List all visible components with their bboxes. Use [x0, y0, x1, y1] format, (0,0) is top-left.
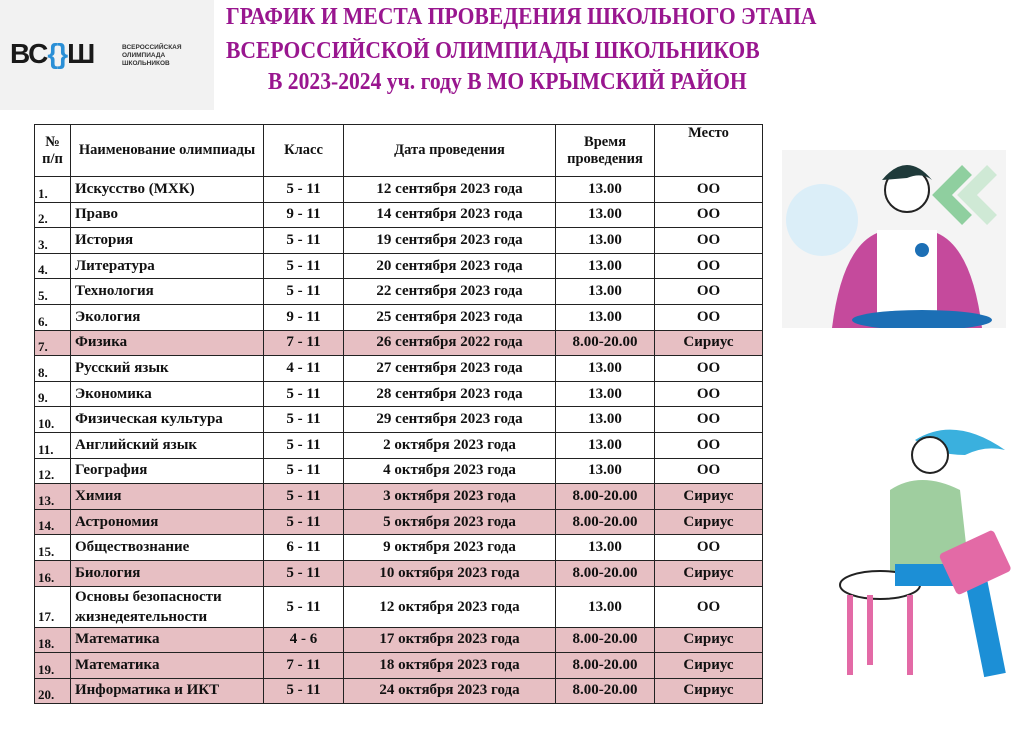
- grade-range: 9 - 11: [264, 304, 344, 330]
- date: 2 октября 2023 года: [344, 432, 556, 458]
- olympiad-name: Физика: [71, 330, 264, 356]
- table-row: [35, 586, 763, 627]
- column-header: Класс: [264, 125, 344, 177]
- row-number: 9.: [35, 381, 71, 407]
- title-line-1: ГРАФИК И МЕСТА ПРОВЕДЕНИЯ ШКОЛЬНОГО ЭТАПА: [226, 4, 817, 30]
- venue: Сириус: [655, 560, 763, 586]
- date: 5 октября 2023 года: [344, 509, 556, 535]
- date: 19 сентября 2023 года: [344, 228, 556, 254]
- olympiad-name: Информатика и ИКТ: [71, 678, 264, 704]
- grade-range: 5 - 11: [264, 253, 344, 279]
- row-number: 18.: [35, 627, 71, 653]
- time: 13.00: [556, 177, 655, 203]
- table-row: [35, 279, 763, 305]
- olympiad-name: Право: [71, 202, 264, 228]
- row-number: 14.: [35, 509, 71, 535]
- row-number: 7.: [35, 330, 71, 356]
- olympiad-name: Обществознание: [71, 535, 264, 561]
- venue: ОО: [655, 279, 763, 305]
- grade-range: 5 - 11: [264, 484, 344, 510]
- table-row: [35, 253, 763, 279]
- olympiad-schedule-table: [34, 124, 763, 704]
- time: 13.00: [556, 279, 655, 305]
- title-line-2: ВСЕРОССИЙСКОЙ ОЛИМПИАДЫ ШКОЛЬНИКОВ: [226, 38, 760, 64]
- grade-range: 5 - 11: [264, 381, 344, 407]
- column-header: Место: [655, 125, 763, 177]
- row-number: 13.: [35, 484, 71, 510]
- venue: ОО: [655, 432, 763, 458]
- table-row: [35, 177, 763, 203]
- row-number: 10.: [35, 407, 71, 433]
- venue: Сириус: [655, 678, 763, 704]
- time: 8.00-20.00: [556, 330, 655, 356]
- venue: ОО: [655, 202, 763, 228]
- venue: Сириус: [655, 484, 763, 510]
- table-row: [35, 330, 763, 356]
- olympiad-name: История: [71, 228, 264, 254]
- student-laptop-illustration: [835, 420, 1020, 710]
- venue: ОО: [655, 535, 763, 561]
- time: 8.00-20.00: [556, 560, 655, 586]
- row-number: 17.: [35, 586, 71, 627]
- row-number: 5.: [35, 279, 71, 305]
- date: 20 сентября 2023 года: [344, 253, 556, 279]
- column-header: Дата проведения: [344, 125, 556, 177]
- table-row: [35, 381, 763, 407]
- grade-range: 6 - 11: [264, 535, 344, 561]
- time: 8.00-20.00: [556, 678, 655, 704]
- venue: ОО: [655, 586, 763, 627]
- time: 8.00-20.00: [556, 653, 655, 679]
- table-row: [35, 535, 763, 561]
- date: 26 сентября 2022 года: [344, 330, 556, 356]
- venue: Сириус: [655, 627, 763, 653]
- olympiad-name: Экология: [71, 304, 264, 330]
- table-row: [35, 484, 763, 510]
- grade-range: 7 - 11: [264, 330, 344, 356]
- venue: ОО: [655, 381, 763, 407]
- olympiad-name: Биология: [71, 560, 264, 586]
- time: 13.00: [556, 253, 655, 279]
- date: 18 октября 2023 года: [344, 653, 556, 679]
- venue: ОО: [655, 458, 763, 484]
- grade-range: 4 - 6: [264, 627, 344, 653]
- date: 14 сентября 2023 года: [344, 202, 556, 228]
- time: 13.00: [556, 535, 655, 561]
- table-row: [35, 627, 763, 653]
- vsosh-logo: [0, 0, 214, 110]
- date: 25 сентября 2023 года: [344, 304, 556, 330]
- grade-range: 4 - 11: [264, 356, 344, 382]
- column-header: Наименование олимпиады: [71, 125, 264, 177]
- date: 9 октября 2023 года: [344, 535, 556, 561]
- table-row: [35, 509, 763, 535]
- date: 27 сентября 2023 года: [344, 356, 556, 382]
- row-number: 16.: [35, 560, 71, 586]
- olympiad-name: Математика: [71, 627, 264, 653]
- venue: ОО: [655, 177, 763, 203]
- time: 13.00: [556, 228, 655, 254]
- grade-range: 5 - 11: [264, 560, 344, 586]
- time: 8.00-20.00: [556, 627, 655, 653]
- table-row: [35, 560, 763, 586]
- row-number: 11.: [35, 432, 71, 458]
- grade-range: 5 - 11: [264, 586, 344, 627]
- time: 8.00-20.00: [556, 484, 655, 510]
- table-header-row: [35, 125, 763, 177]
- row-number: 15.: [35, 535, 71, 561]
- table-row: [35, 356, 763, 382]
- olympiad-name: Основы безопасности жизнедеятельности: [71, 586, 264, 627]
- grade-range: 7 - 11: [264, 653, 344, 679]
- olympiad-name: География: [71, 458, 264, 484]
- date: 17 октября 2023 года: [344, 627, 556, 653]
- table-row: [35, 304, 763, 330]
- grade-range: 5 - 11: [264, 177, 344, 203]
- olympiad-name: Искусство (МХК): [71, 177, 264, 203]
- time: 13.00: [556, 304, 655, 330]
- date: 12 октября 2023 года: [344, 586, 556, 627]
- venue: Сириус: [655, 653, 763, 679]
- table-row: [35, 458, 763, 484]
- venue: ОО: [655, 253, 763, 279]
- olympiad-name: Английский язык: [71, 432, 264, 458]
- row-number: 2.: [35, 202, 71, 228]
- table-row: [35, 407, 763, 433]
- grade-range: 5 - 11: [264, 458, 344, 484]
- date: 10 октября 2023 года: [344, 560, 556, 586]
- logo-mark: ВС{}Ш: [10, 38, 95, 69]
- table-row: [35, 228, 763, 254]
- column-header: Время проведения: [556, 125, 655, 177]
- olympiad-name: Математика: [71, 653, 264, 679]
- olympiad-name: Литература: [71, 253, 264, 279]
- grade-range: 5 - 11: [264, 407, 344, 433]
- time: 13.00: [556, 432, 655, 458]
- olympiad-name: Химия: [71, 484, 264, 510]
- row-number: 3.: [35, 228, 71, 254]
- row-number: 6.: [35, 304, 71, 330]
- date: 4 октября 2023 года: [344, 458, 556, 484]
- date: 29 сентября 2023 года: [344, 407, 556, 433]
- logo-text: ВСЕРОССИЙСКАЯ ОЛИМПИАДА ШКОЛЬНИКОВ: [122, 44, 182, 67]
- time: 13.00: [556, 202, 655, 228]
- grade-range: 5 - 11: [264, 279, 344, 305]
- date: 3 октября 2023 года: [344, 484, 556, 510]
- olympiad-name: Экономика: [71, 381, 264, 407]
- table-row: [35, 432, 763, 458]
- venue: ОО: [655, 228, 763, 254]
- table-row: [35, 678, 763, 704]
- venue: ОО: [655, 304, 763, 330]
- date: 28 сентября 2023 года: [344, 381, 556, 407]
- time: 8.00-20.00: [556, 509, 655, 535]
- olympiad-name: Русский язык: [71, 356, 264, 382]
- time: 13.00: [556, 356, 655, 382]
- time: 13.00: [556, 381, 655, 407]
- title-line-3: В 2023-2024 уч. году В МО КРЫМСКИЙ РАЙОН: [268, 69, 747, 95]
- column-header: № п/п: [35, 125, 71, 177]
- table-row: [35, 202, 763, 228]
- venue: ОО: [655, 356, 763, 382]
- date: 22 сентября 2023 года: [344, 279, 556, 305]
- time: 13.00: [556, 586, 655, 627]
- time: 13.00: [556, 407, 655, 433]
- grade-range: 5 - 11: [264, 228, 344, 254]
- grade-range: 5 - 11: [264, 678, 344, 704]
- row-number: 12.: [35, 458, 71, 484]
- grade-range: 5 - 11: [264, 509, 344, 535]
- olympiad-name: Астрономия: [71, 509, 264, 535]
- row-number: 19.: [35, 653, 71, 679]
- venue: Сириус: [655, 330, 763, 356]
- table-row: [35, 653, 763, 679]
- grade-range: 5 - 11: [264, 432, 344, 458]
- grade-range: 9 - 11: [264, 202, 344, 228]
- olympiad-name: Физическая культура: [71, 407, 264, 433]
- row-number: 20.: [35, 678, 71, 704]
- date: 12 сентября 2023 года: [344, 177, 556, 203]
- date: 24 октября 2023 года: [344, 678, 556, 704]
- student-reading-illustration: [782, 150, 1006, 328]
- venue: Сириус: [655, 509, 763, 535]
- venue: ОО: [655, 407, 763, 433]
- olympiad-name: Технология: [71, 279, 264, 305]
- row-number: 4.: [35, 253, 71, 279]
- row-number: 8.: [35, 356, 71, 382]
- time: 13.00: [556, 458, 655, 484]
- row-number: 1.: [35, 177, 71, 203]
